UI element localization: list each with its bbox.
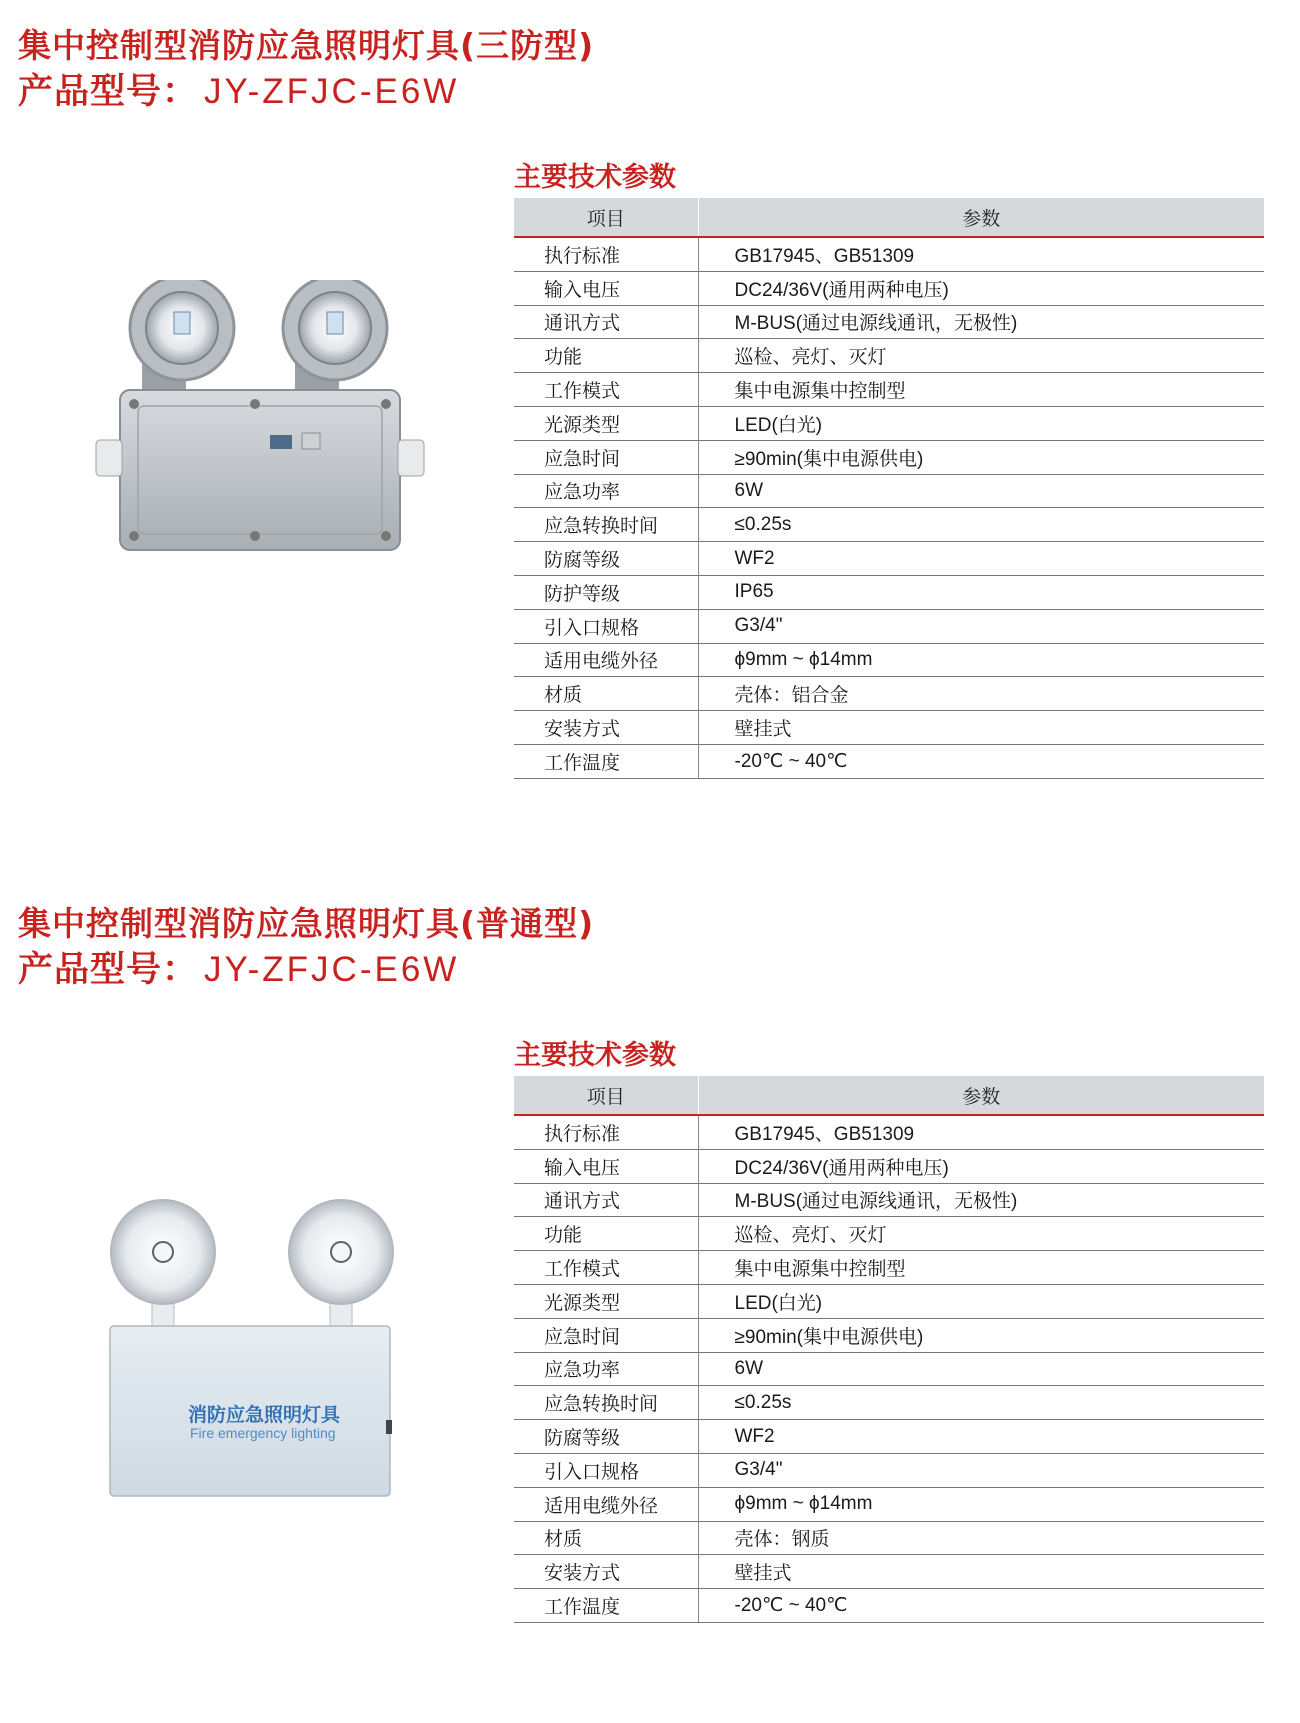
spec-value-cell: M-BUS(通过电源线通讯，无极性) — [698, 1183, 1264, 1217]
spec-value-cell: WF2 — [698, 542, 1264, 576]
spec-value-cell: IP65 — [698, 575, 1264, 609]
spec-item-cell: 输入电压 — [514, 1149, 698, 1183]
table-row — [514, 1318, 1264, 1352]
spec-value-cell: -20℃ ~ 40℃ — [698, 1589, 1264, 1623]
model-number: JY-ZFJC-E6W — [204, 72, 460, 111]
product-photo-three-proof-lamp — [90, 280, 490, 610]
spec-item-cell: 工作模式 — [514, 373, 698, 407]
spec-value-cell: 集中电源集中控制型 — [698, 373, 1264, 407]
spec-item-cell: 防护等级 — [514, 575, 698, 609]
table-row — [514, 508, 1264, 542]
model-label: 产品型号： — [18, 950, 199, 990]
spec-item-cell: 通讯方式 — [514, 1183, 698, 1217]
table-row — [514, 373, 1264, 407]
table-row — [514, 1149, 1264, 1183]
spec-value-cell: 壳体：钢质 — [698, 1521, 1264, 1555]
spec-item-cell: 应急转换时间 — [514, 508, 698, 542]
spec-item-cell: 适用电缆外径 — [514, 643, 698, 677]
spec-value-cell: 巡检、亮灯、灭灯 — [698, 1217, 1264, 1251]
spec-item-cell: 防腐等级 — [514, 1420, 698, 1454]
table-row — [514, 1453, 1264, 1487]
spec-item-cell: 应急功率 — [514, 474, 698, 508]
table-row — [514, 1183, 1264, 1217]
column-header-item: 项目 — [514, 198, 698, 237]
spec-value-cell: WF2 — [698, 1420, 1264, 1454]
spec-value-cell: 巡检、亮灯、灭灯 — [698, 339, 1264, 373]
table-row — [514, 1284, 1264, 1318]
table-row — [514, 1521, 1264, 1555]
spec-heading: 主要技术参数 — [514, 162, 676, 193]
table-row — [514, 237, 1264, 271]
product-model-line — [18, 64, 459, 114]
product-model-line — [18, 942, 459, 992]
spec-value-cell: ≥90min(集中电源供电) — [698, 1318, 1264, 1352]
spec-table — [514, 198, 1264, 779]
spec-item-cell: 安装方式 — [514, 711, 698, 745]
table-row — [514, 1217, 1264, 1251]
spec-item-cell: 应急时间 — [514, 440, 698, 474]
table-row — [514, 271, 1264, 305]
spec-item-cell: 材质 — [514, 677, 698, 711]
table-row — [514, 1589, 1264, 1623]
device-label-chinese: 消防应急照明灯具 — [188, 1404, 341, 1426]
spec-value-cell: G3/4" — [698, 1453, 1264, 1487]
spec-value-cell: ϕ9mm ~ ϕ14mm — [698, 643, 1264, 677]
table-row — [514, 1386, 1264, 1420]
spec-value-cell: GB17945、GB51309 — [698, 237, 1264, 271]
spec-item-cell: 引入口规格 — [514, 609, 698, 643]
table-row — [514, 474, 1264, 508]
spec-item-cell: 防腐等级 — [514, 542, 698, 576]
table-row — [514, 440, 1264, 474]
table-header-row — [514, 1076, 1264, 1115]
spec-table — [514, 1076, 1264, 1623]
table-row — [514, 339, 1264, 373]
spec-value-cell: LED(白光) — [698, 1284, 1264, 1318]
product-title: 集中控制型消防应急照明灯具(普通型) — [18, 904, 595, 943]
spec-value-cell: 6W — [698, 474, 1264, 508]
spec-item-cell: 执行标准 — [514, 237, 698, 271]
product-photo-standard-lamp — [108, 1190, 438, 1510]
spec-heading: 主要技术参数 — [514, 1040, 676, 1071]
spec-value-cell: GB17945、GB51309 — [698, 1115, 1264, 1149]
model-label: 产品型号： — [18, 72, 199, 112]
table-row — [514, 1555, 1264, 1589]
table-row — [514, 744, 1264, 778]
model-number: JY-ZFJC-E6W — [204, 950, 460, 989]
column-header-value: 参数 — [698, 198, 1264, 237]
table-row — [514, 1487, 1264, 1521]
spec-item-cell: 通讯方式 — [514, 305, 698, 339]
spec-item-cell: 输入电压 — [514, 271, 698, 305]
spec-value-cell: ϕ9mm ~ ϕ14mm — [698, 1487, 1264, 1521]
spec-item-cell: 应急时间 — [514, 1318, 698, 1352]
table-row — [514, 1352, 1264, 1386]
table-header-row — [514, 198, 1264, 237]
spec-value-cell: 6W — [698, 1352, 1264, 1386]
table-row — [514, 711, 1264, 745]
spec-value-cell: 壁挂式 — [698, 711, 1264, 745]
spec-value-cell: G3/4" — [698, 609, 1264, 643]
standard-lamp-illustration — [108, 1190, 438, 1510]
table-row — [514, 1251, 1264, 1285]
spec-value-cell: LED(白光) — [698, 406, 1264, 440]
table-row — [514, 609, 1264, 643]
spec-item-cell: 光源类型 — [514, 406, 698, 440]
spec-value-cell: 壁挂式 — [698, 1555, 1264, 1589]
table-row — [514, 305, 1264, 339]
column-header-item: 项目 — [514, 1076, 698, 1115]
spec-item-cell: 功能 — [514, 1217, 698, 1251]
table-row — [514, 1420, 1264, 1454]
spec-item-cell: 功能 — [514, 339, 698, 373]
spec-item-cell: 安装方式 — [514, 1555, 698, 1589]
table-row — [514, 406, 1264, 440]
spec-item-cell: 材质 — [514, 1521, 698, 1555]
table-row — [514, 1115, 1264, 1149]
spec-value-cell: M-BUS(通过电源线通讯，无极性) — [698, 305, 1264, 339]
table-row — [514, 643, 1264, 677]
device-label-english: Fire emergency lighting — [190, 1425, 336, 1441]
spec-item-cell: 工作温度 — [514, 1589, 698, 1623]
table-row — [514, 575, 1264, 609]
spec-item-cell: 执行标准 — [514, 1115, 698, 1149]
spec-item-cell: 引入口规格 — [514, 1453, 698, 1487]
spec-value-cell: 壳体：铝合金 — [698, 677, 1264, 711]
spec-item-cell: 应急功率 — [514, 1352, 698, 1386]
spec-value-cell: ≤0.25s — [698, 508, 1264, 542]
spec-value-cell: ≥90min(集中电源供电) — [698, 440, 1264, 474]
three-proof-lamp-illustration — [90, 280, 490, 610]
spec-value-cell: 集中电源集中控制型 — [698, 1251, 1264, 1285]
spec-value-cell: DC24/36V(通用两种电压) — [698, 271, 1264, 305]
table-row — [514, 542, 1264, 576]
spec-item-cell: 光源类型 — [514, 1284, 698, 1318]
spec-value-cell: ≤0.25s — [698, 1386, 1264, 1420]
spec-value-cell: -20℃ ~ 40℃ — [698, 744, 1264, 778]
spec-item-cell: 应急转换时间 — [514, 1386, 698, 1420]
spec-value-cell: DC24/36V(通用两种电压) — [698, 1149, 1264, 1183]
spec-item-cell: 工作模式 — [514, 1251, 698, 1285]
table-row — [514, 677, 1264, 711]
spec-item-cell: 工作温度 — [514, 744, 698, 778]
column-header-value: 参数 — [698, 1076, 1264, 1115]
spec-item-cell: 适用电缆外径 — [514, 1487, 698, 1521]
product-title: 集中控制型消防应急照明灯具(三防型) — [18, 26, 595, 65]
